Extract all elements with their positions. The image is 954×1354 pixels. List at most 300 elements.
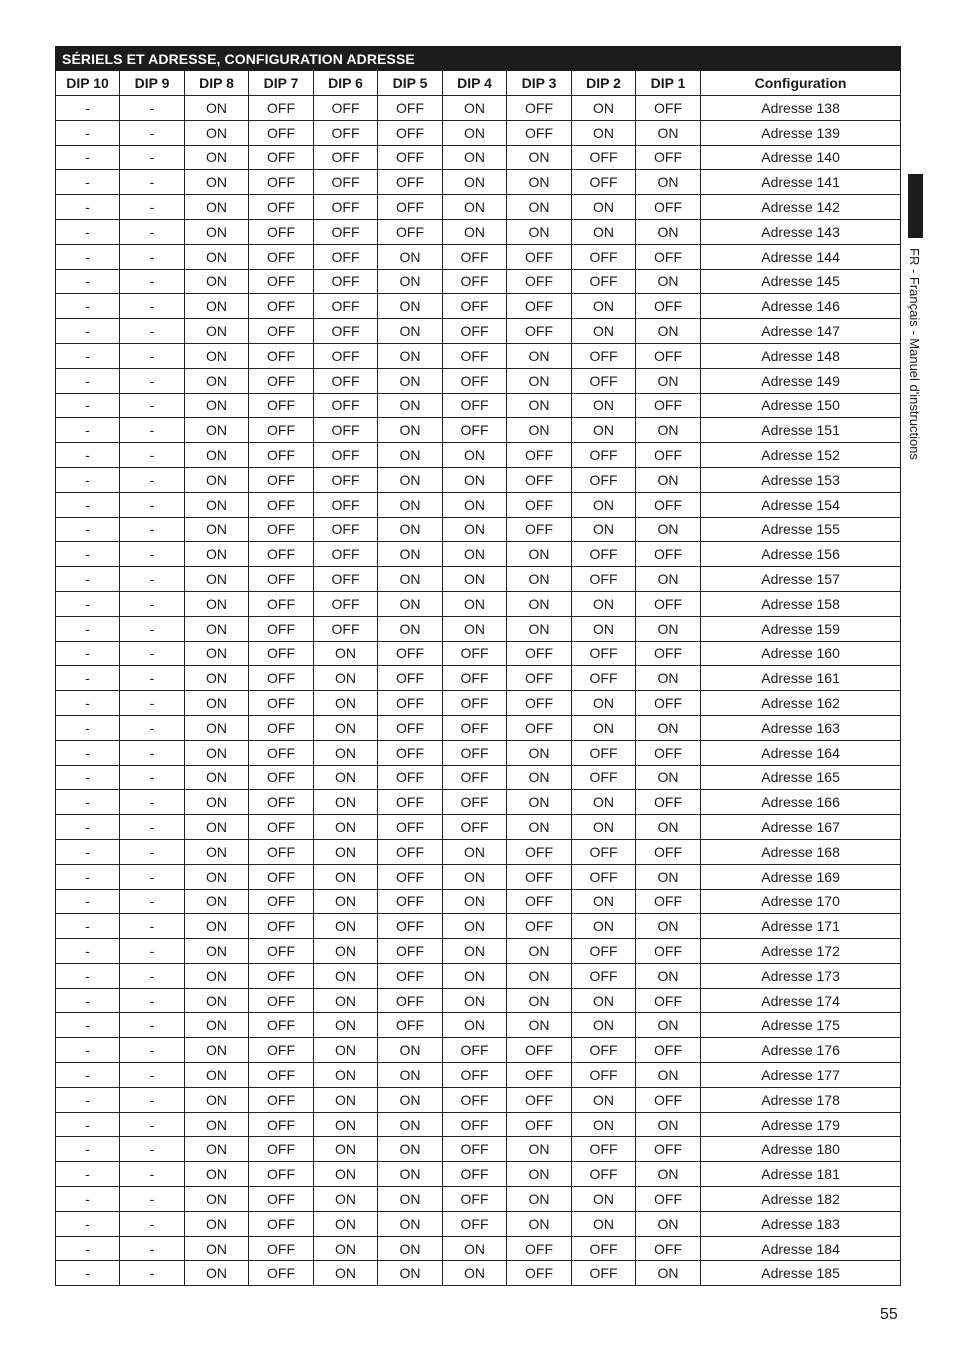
dip-cell: - [120,269,185,294]
dip-cell: - [120,889,185,914]
dip-cell: ON [572,1013,636,1038]
dip-cell: - [120,616,185,641]
dip-cell: ON [185,591,249,616]
dip-cell: ON [185,368,249,393]
dip-cell: OFF [249,1112,314,1137]
dip-cell: ON [507,567,572,592]
dip-cell: - [56,443,120,468]
address-cell: Adresse 179 [701,1112,901,1137]
dip-cell: ON [378,1112,443,1137]
dip-cell: OFF [249,740,314,765]
address-cell: Adresse 176 [701,1038,901,1063]
dip-cell: ON [314,1187,378,1212]
dip-cell: ON [507,616,572,641]
dip-cell: ON [185,815,249,840]
dip-cell: OFF [507,1063,572,1088]
dip-cell: OFF [249,1087,314,1112]
address-cell: Adresse 157 [701,567,901,592]
dip-cell: OFF [443,1087,507,1112]
dip-cell: - [56,1038,120,1063]
dip-cell: ON [572,1087,636,1112]
table-row [56,467,901,492]
dip-cell: OFF [636,492,701,517]
dip-cell: ON [507,988,572,1013]
dip-cell: OFF [443,641,507,666]
dip-cell: ON [185,839,249,864]
dip-cell: OFF [249,393,314,418]
dip-cell: OFF [443,1187,507,1212]
dip-cell: - [56,1013,120,1038]
dip-cell: ON [314,889,378,914]
dip-cell: - [56,1087,120,1112]
column-header: DIP 7 [249,71,314,96]
dip-cell: ON [314,1162,378,1187]
dip-cell: OFF [636,1038,701,1063]
dip-cell: OFF [507,96,572,121]
dip-cell: ON [636,1112,701,1137]
dip-cell: ON [507,1013,572,1038]
dip-cell: - [120,1087,185,1112]
dip-cell: - [56,889,120,914]
table-row [56,120,901,145]
dip-cell: OFF [249,96,314,121]
dip-cell: ON [443,542,507,567]
table-row [56,1038,901,1063]
dip-cell: ON [572,294,636,319]
language-tab-marker [908,174,923,238]
table-row [56,1137,901,1162]
dip-cell: - [120,343,185,368]
dip-cell: ON [185,1063,249,1088]
column-header: Configuration [701,71,901,96]
dip-cell: OFF [443,269,507,294]
dip-cell: OFF [443,691,507,716]
dip-cell: ON [378,1211,443,1236]
dip-cell: ON [572,393,636,418]
dip-cell: ON [443,96,507,121]
address-cell: Adresse 141 [701,170,901,195]
dip-cell: OFF [636,1236,701,1261]
dip-cell: OFF [636,393,701,418]
address-cell: Adresse 139 [701,120,901,145]
address-cell: Adresse 148 [701,343,901,368]
table-row [56,591,901,616]
dip-cell: OFF [249,715,314,740]
table-row [56,1211,901,1236]
column-header: DIP 6 [314,71,378,96]
dip-address-table [55,46,901,1286]
table-row [56,393,901,418]
dip-cell: ON [185,715,249,740]
table-row [56,790,901,815]
address-cell: Adresse 158 [701,591,901,616]
dip-cell: ON [378,1187,443,1212]
dip-cell: OFF [314,319,378,344]
dip-cell: - [120,120,185,145]
dip-cell: OFF [507,294,572,319]
address-cell: Adresse 147 [701,319,901,344]
dip-cell: ON [185,864,249,889]
dip-cell: OFF [314,567,378,592]
dip-cell: - [56,939,120,964]
dip-cell: - [120,815,185,840]
dip-cell: OFF [443,1112,507,1137]
dip-cell: ON [314,988,378,1013]
dip-cell: OFF [443,343,507,368]
table-body [56,96,901,1286]
dip-cell: - [56,393,120,418]
dip-cell: - [120,839,185,864]
dip-cell: OFF [249,542,314,567]
dip-cell: ON [443,120,507,145]
address-cell: Adresse 172 [701,939,901,964]
dip-cell: OFF [636,542,701,567]
table-row [56,294,901,319]
address-cell: Adresse 156 [701,542,901,567]
dip-cell: ON [314,765,378,790]
dip-cell: OFF [507,864,572,889]
dip-cell: ON [572,1211,636,1236]
dip-cell: OFF [249,319,314,344]
dip-cell: OFF [572,368,636,393]
dip-cell: ON [636,914,701,939]
dip-cell: ON [507,591,572,616]
dip-cell: ON [378,591,443,616]
table-row [56,418,901,443]
dip-cell: ON [185,1162,249,1187]
dip-cell: OFF [314,517,378,542]
dip-cell: ON [378,319,443,344]
dip-cell: ON [636,815,701,840]
dip-cell: OFF [249,343,314,368]
dip-cell: ON [314,1087,378,1112]
dip-cell: ON [507,765,572,790]
dip-cell: OFF [249,1211,314,1236]
dip-cell: OFF [378,145,443,170]
dip-cell: OFF [443,815,507,840]
page-number: 55 [880,1306,898,1323]
dip-cell: ON [314,963,378,988]
dip-cell: OFF [378,765,443,790]
table-row [56,368,901,393]
address-cell: Adresse 178 [701,1087,901,1112]
dip-cell: OFF [443,368,507,393]
address-cell: Adresse 142 [701,195,901,220]
dip-cell: - [120,368,185,393]
dip-cell: OFF [507,839,572,864]
dip-cell: - [56,219,120,244]
dip-cell: ON [378,567,443,592]
dip-cell: OFF [314,443,378,468]
dip-cell: ON [314,864,378,889]
dip-cell: ON [636,963,701,988]
dip-cell: ON [572,492,636,517]
dip-cell: - [56,343,120,368]
dip-cell: OFF [378,889,443,914]
dip-cell: OFF [572,1038,636,1063]
dip-cell: - [120,1112,185,1137]
dip-cell: - [56,294,120,319]
dip-cell: - [56,120,120,145]
dip-cell: ON [185,616,249,641]
dip-cell: ON [314,691,378,716]
dip-cell: OFF [443,740,507,765]
dip-cell: OFF [249,889,314,914]
dip-cell: ON [636,418,701,443]
dip-cell: ON [507,170,572,195]
dip-cell: ON [314,1211,378,1236]
table-row [56,96,901,121]
dip-cell: - [56,641,120,666]
dip-cell: - [56,542,120,567]
dip-cell: ON [443,170,507,195]
dip-cell: OFF [572,765,636,790]
dip-cell: OFF [249,244,314,269]
address-cell: Adresse 175 [701,1013,901,1038]
dip-cell: OFF [249,517,314,542]
dip-cell: ON [636,1211,701,1236]
dip-cell: - [120,145,185,170]
dip-cell: ON [314,641,378,666]
dip-cell: OFF [314,294,378,319]
dip-cell: - [120,492,185,517]
address-cell: Adresse 166 [701,790,901,815]
dip-cell: OFF [443,1038,507,1063]
dip-cell: OFF [636,691,701,716]
table-row [56,145,901,170]
dip-cell: OFF [636,1087,701,1112]
dip-cell: ON [507,195,572,220]
dip-cell: ON [443,939,507,964]
dip-cell: OFF [572,939,636,964]
dip-cell: OFF [378,988,443,1013]
dip-cell: OFF [443,715,507,740]
dip-cell: ON [378,616,443,641]
dip-cell: ON [378,418,443,443]
dip-cell: - [120,195,185,220]
dip-cell: ON [572,219,636,244]
dip-cell: OFF [249,368,314,393]
dip-cell: OFF [249,1162,314,1187]
dip-cell: - [120,467,185,492]
dip-cell: ON [378,393,443,418]
dip-cell: OFF [314,219,378,244]
dip-cell: OFF [443,1162,507,1187]
dip-cell: OFF [572,839,636,864]
dip-cell: OFF [507,1038,572,1063]
dip-cell: - [56,815,120,840]
table-row [56,244,901,269]
dip-cell: ON [378,368,443,393]
dip-cell: ON [185,740,249,765]
dip-cell: ON [185,1187,249,1212]
dip-cell: OFF [572,443,636,468]
dip-cell: ON [185,790,249,815]
dip-cell: OFF [636,244,701,269]
table-row [56,1112,901,1137]
dip-cell: ON [314,666,378,691]
dip-cell: OFF [378,790,443,815]
dip-cell: - [120,591,185,616]
address-cell: Adresse 181 [701,1162,901,1187]
dip-cell: OFF [378,1013,443,1038]
dip-cell: ON [507,1211,572,1236]
dip-cell: ON [443,219,507,244]
dip-cell: ON [378,517,443,542]
dip-cell: OFF [572,542,636,567]
dip-cell: ON [572,591,636,616]
address-cell: Adresse 160 [701,641,901,666]
dip-cell: ON [507,963,572,988]
dip-cell: OFF [314,170,378,195]
dip-cell: OFF [314,492,378,517]
dip-cell: ON [314,790,378,815]
dip-cell: OFF [636,591,701,616]
dip-cell: - [56,145,120,170]
dip-cell: OFF [507,914,572,939]
dip-cell: ON [185,889,249,914]
table-row [56,616,901,641]
dip-cell: - [120,641,185,666]
address-cell: Adresse 143 [701,219,901,244]
dip-cell: OFF [314,542,378,567]
dip-cell: ON [572,616,636,641]
dip-cell: ON [378,1038,443,1063]
dip-cell: - [120,96,185,121]
dip-cell: - [56,467,120,492]
dip-cell: OFF [572,343,636,368]
dip-cell: ON [185,1137,249,1162]
dip-cell: - [56,567,120,592]
dip-cell: OFF [249,666,314,691]
dip-cell: ON [185,492,249,517]
dip-cell: OFF [249,219,314,244]
dip-cell: ON [507,790,572,815]
dip-cell: ON [636,567,701,592]
dip-cell: OFF [572,269,636,294]
dip-cell: ON [185,542,249,567]
dip-cell: OFF [378,195,443,220]
dip-cell: OFF [572,567,636,592]
dip-cell: ON [185,567,249,592]
table-row [56,641,901,666]
dip-cell: - [56,616,120,641]
dip-cell: ON [636,1261,701,1286]
dip-cell: ON [378,244,443,269]
dip-cell: ON [572,691,636,716]
dip-cell: OFF [636,443,701,468]
table-row [56,765,901,790]
dip-cell: OFF [507,666,572,691]
table-row [56,269,901,294]
dip-cell: ON [507,542,572,567]
dip-cell: OFF [443,666,507,691]
table-row [56,740,901,765]
dip-cell: ON [185,145,249,170]
address-cell: Adresse 138 [701,96,901,121]
dip-cell: - [120,1236,185,1261]
dip-cell: ON [378,1236,443,1261]
dip-cell: ON [378,443,443,468]
address-cell: Adresse 161 [701,666,901,691]
address-cell: Adresse 169 [701,864,901,889]
dip-cell: ON [378,343,443,368]
dip-cell: ON [636,765,701,790]
address-cell: Adresse 173 [701,963,901,988]
dip-cell: ON [443,864,507,889]
dip-cell: OFF [378,666,443,691]
dip-cell: ON [378,1063,443,1088]
dip-cell: ON [443,1013,507,1038]
dip-cell: - [120,1261,185,1286]
dip-cell: ON [507,939,572,964]
dip-cell: ON [443,963,507,988]
dip-cell: OFF [636,740,701,765]
dip-cell: - [56,492,120,517]
dip-cell: OFF [378,219,443,244]
column-header: DIP 1 [636,71,701,96]
dip-cell: OFF [378,864,443,889]
dip-cell: - [120,319,185,344]
dip-cell: - [120,294,185,319]
address-cell: Adresse 177 [701,1063,901,1088]
address-cell: Adresse 171 [701,914,901,939]
address-cell: Adresse 146 [701,294,901,319]
dip-cell: ON [185,195,249,220]
dip-cell: ON [443,1261,507,1286]
dip-cell: OFF [572,1137,636,1162]
dip-cell: ON [443,914,507,939]
dip-cell: OFF [249,765,314,790]
dip-cell: - [120,418,185,443]
dip-cell: ON [378,1261,443,1286]
dip-cell: ON [314,839,378,864]
dip-cell: OFF [572,1261,636,1286]
address-cell: Adresse 162 [701,691,901,716]
dip-cell: OFF [636,839,701,864]
dip-cell: OFF [507,1236,572,1261]
address-cell: Adresse 180 [701,1137,901,1162]
table-row [56,517,901,542]
dip-cell: - [120,517,185,542]
dip-cell: OFF [249,790,314,815]
dip-cell: ON [443,145,507,170]
dip-cell: - [120,542,185,567]
dip-cell: OFF [249,492,314,517]
dip-cell: ON [572,914,636,939]
dip-cell: - [56,1063,120,1088]
table-row [56,914,901,939]
dip-cell: OFF [249,1236,314,1261]
dip-cell: OFF [636,96,701,121]
dip-cell: OFF [443,765,507,790]
dip-cell: ON [185,393,249,418]
dip-cell: OFF [572,170,636,195]
dip-cell: - [120,443,185,468]
dip-cell: - [120,963,185,988]
dip-cell: OFF [249,1013,314,1038]
dip-cell: ON [507,418,572,443]
address-cell: Adresse 182 [701,1187,901,1212]
dip-cell: ON [185,343,249,368]
dip-cell: ON [185,96,249,121]
dip-cell: OFF [249,443,314,468]
dip-cell: ON [185,914,249,939]
table-row [56,1013,901,1038]
dip-cell: OFF [249,963,314,988]
column-header: DIP 5 [378,71,443,96]
dip-cell: - [56,269,120,294]
